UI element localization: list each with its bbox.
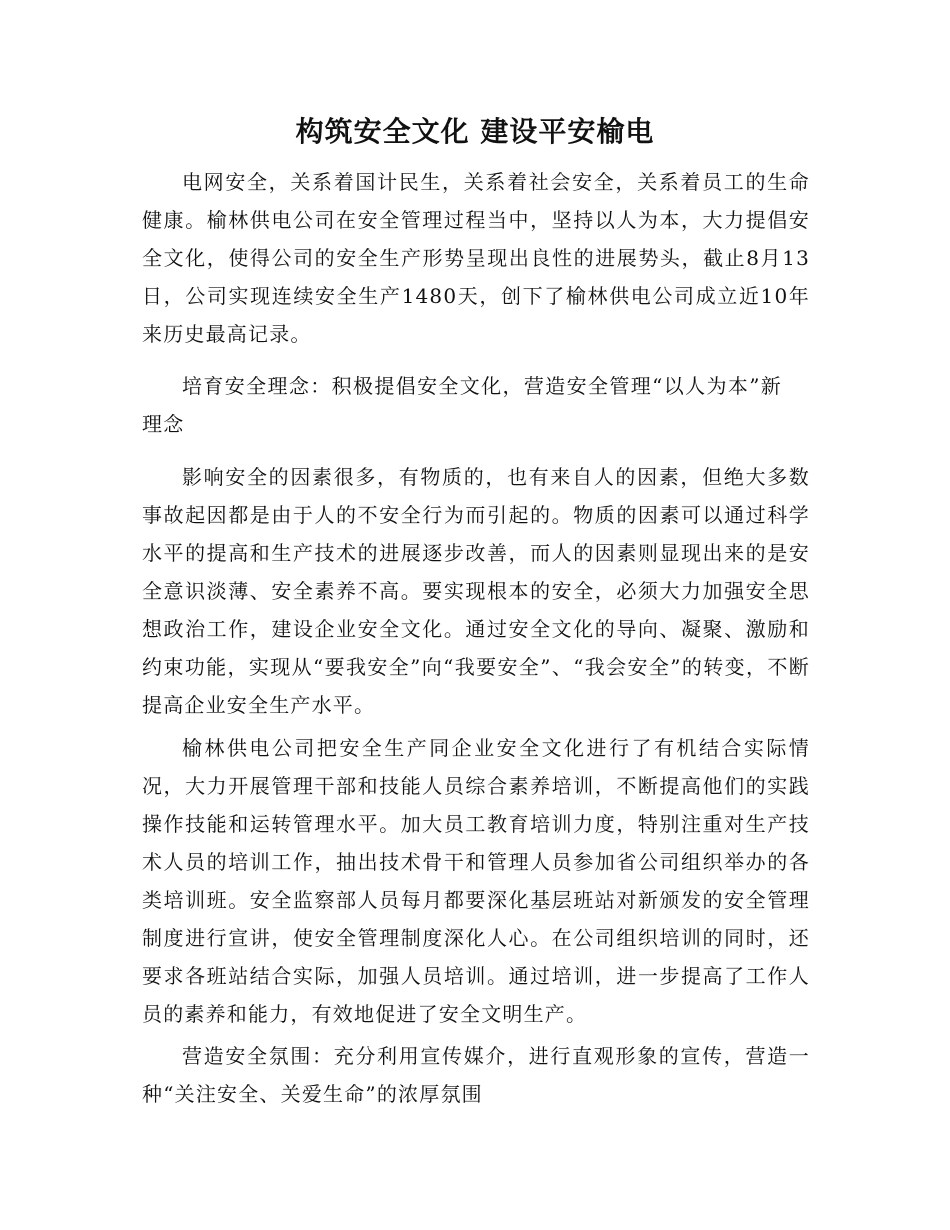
paragraph-safety-factors: 影响安全的因素很多，有物质的，也有来自人的因素，但绝大多数事故起因都是由于人的不安全行为而引起的。物质的因素可以通过科学水平的提高和生产技术的进展逐步改善，而人的因素则显现出来的是安全意识淡薄、安全素养不高。要实现根本的安全，必须大力加强安全思想政治工作，建设企业安全文化。通过安全文化的导向、凝聚、激励和约束功能，实现从“要我安全”向“我要安全”、“我会安全”的转变，不断提高企业安全生产水平。 [142,465,810,717]
section-heading-safety-concept: 培育安全理念：积极提倡安全文化，营造安全管理“以人为本”新理念 [142,374,782,436]
document-title: 构筑安全文化 建设平安榆电 [295,115,655,148]
section-heading-safety-atmosphere: 营造安全氛围：充分利用宣传媒介，进行直观形象的宣传，营造一种“关注安全、关爱生命”的浓厚氛围 [142,1044,810,1106]
paragraph-training: 榆林供电公司把安全生产同企业安全文化进行了有机结合实际情况，大力开展管理干部和技能人员综合素养培训，不断提高他们的实践操作技能和运转管理水平。加大员工教育培训力度，特别注重对生产技术人员的培训工作，抽出技术骨干和管理人员参加省公司组织举办的各类培训班。安全监察部人员每月都要深化基层班站对新颁发的安全管理制度进行宣讲，使安全管理制度深化人心。在公司组织培训的同时，还要求各班站结合实际，加强人员培训。通过培训，进一步提高了工作人员的素养和能力，有效地促进了安全文明生产。 [142,736,810,1026]
paragraph-intro: 电网安全，关系着国计民生，关系着社会安全，关系着员工的生命健康。榆林供电公司在安全管理过程当中，坚持以人为本，大力提倡安全文化，使得公司的安全生产形势呈现出良性的进展势头，截止8月13日，公司实现连续安全生产1480天，创下了榆林供电公司成立近10年来历史最高记录。 [142,170,810,346]
